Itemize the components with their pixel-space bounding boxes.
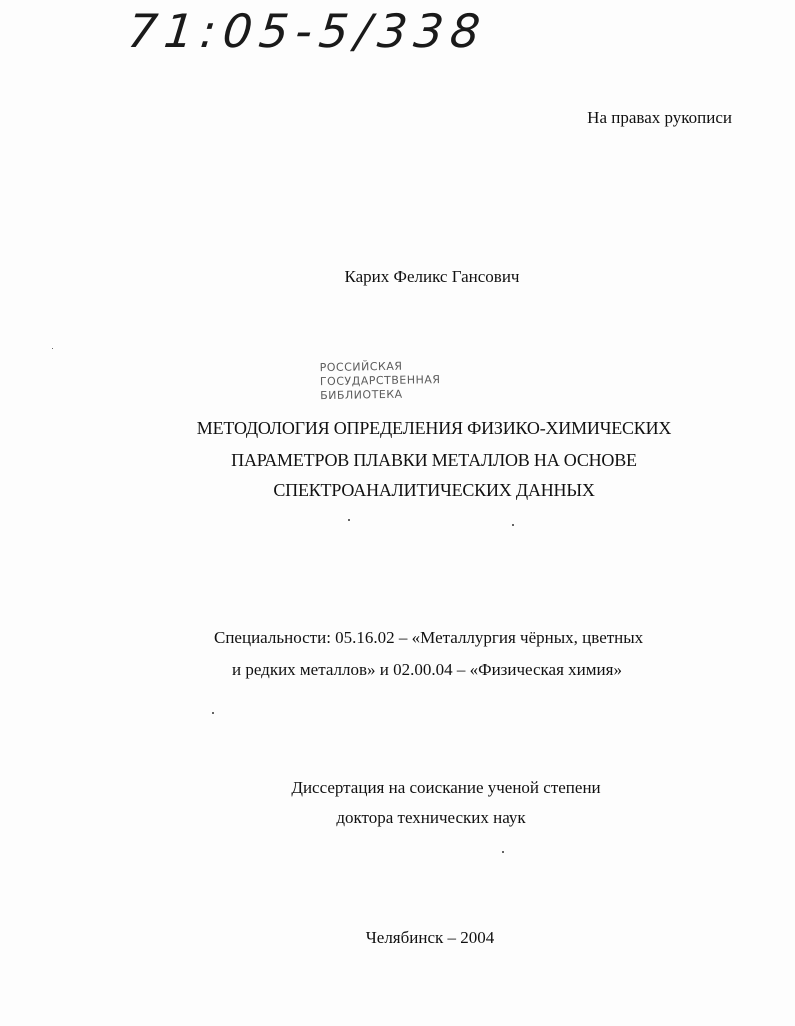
specialty-line-1: Специальности: 05.16.02 – «Металлургия чёрных, цветных xyxy=(214,628,644,647)
stamp-line-1: РОССИЙСКАЯ xyxy=(319,359,403,375)
stamp-line-3: БИБЛИОТЕКА xyxy=(320,387,403,403)
library-stamp xyxy=(320,359,453,413)
scan-speck xyxy=(212,712,214,714)
city-year: Челябинск – 2004 xyxy=(365,928,495,947)
title-line-3: СПЕКТРОАНАЛИТИЧЕСКИХ ДАННЫХ xyxy=(273,480,595,500)
scan-speck xyxy=(512,524,514,526)
scan-speck xyxy=(502,851,504,853)
title-line-2: ПАРАМЕТРОВ ПЛАВКИ МЕТАЛЛОВ НА ОСНОВЕ xyxy=(231,450,637,470)
scan-speck xyxy=(348,519,350,521)
rights-notice: На правах рукописи xyxy=(587,108,732,127)
scan-speck xyxy=(52,348,53,349)
stamp-line-2: ГОСУДАРСТВЕННАЯ xyxy=(319,373,441,389)
dissertation-line-1: Диссертация на соискание ученой степени xyxy=(291,778,601,797)
specialty-line-2: и редких металлов» и 02.00.04 – «Физическая химия» xyxy=(232,660,622,679)
archive-number-handwritten: 71:05-5/338 xyxy=(125,4,490,58)
author-name: Карих Феликс Гансович xyxy=(344,267,520,286)
dissertation-line-2: доктора технических наук xyxy=(336,808,526,827)
title-line-1: МЕТОДОЛОГИЯ ОПРЕДЕЛЕНИЯ ФИЗИКО-ХИМИЧЕСКИХ xyxy=(196,418,672,438)
